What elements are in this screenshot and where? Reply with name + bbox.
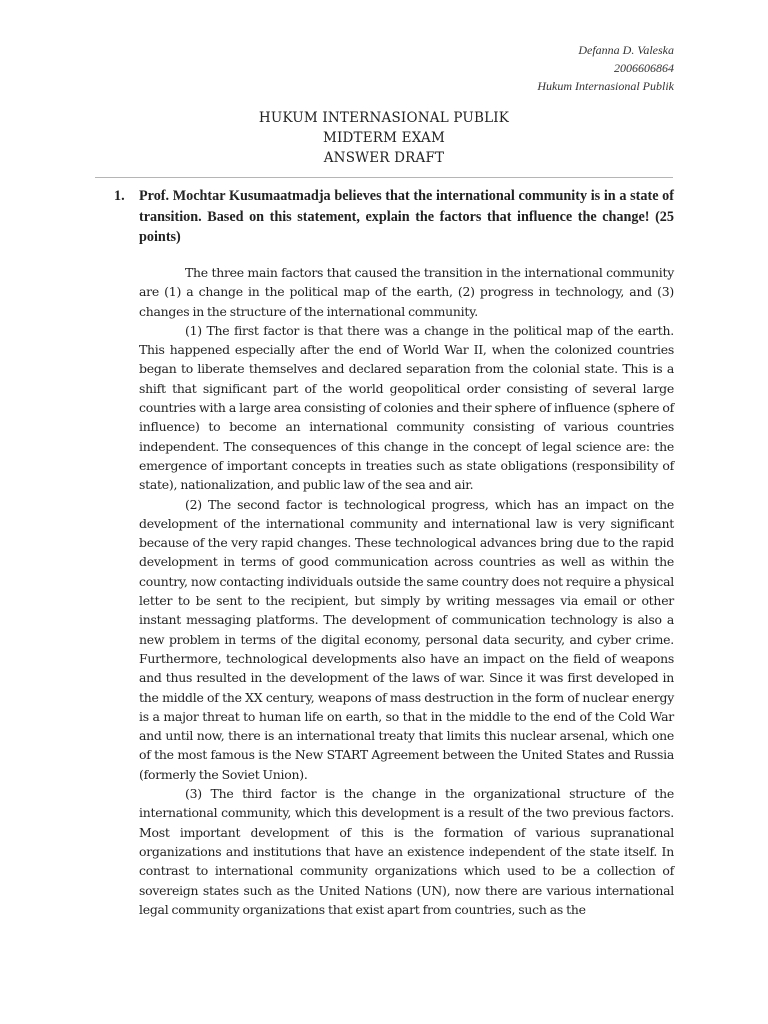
title-line-3: ANSWER DRAFT: [323, 150, 445, 166]
answer-paragraph-factor-1: (1) The first factor is that there was a change in the political map of the earth. This happened especially after the end of World War II, when the colonized countries began to liberate themselves and declared separation from the colonial state. This is a shift that significant part of the world geopolitical order consisting of several large countries with a large area consisting of colonies and their sphere of influence (sphere of influence) to become an international community consisting of various countries independent. The consequences of this change in the concept of legal science are: the emergence of important concepts in treaties such as state obligations (responsibility of state), nationalization, and public law of the sea and air.: [139, 322, 674, 493]
answer-paragraph-factor-3: (3) The third factor is the change in the organizational structure of the international community, which this development is a result of the two previous factors. Most important development of this is the formation of various supranational organizations and institutions that have an existence independent of the state itself. In contrast to international community organizations which used to be a collection of sovereign states such as the United Nations (UN), now there are various international legal community organizations that exist apart from countries, such as the: [139, 786, 674, 917]
question-1: [114, 186, 674, 248]
student-id: 2006606864: [614, 61, 674, 75]
title-line-2: MIDTERM EXAM: [322, 130, 446, 146]
title-line-1: HUKUM INTERNASIONAL PUBLIK: [258, 110, 510, 126]
title-divider: [95, 177, 673, 178]
document-title: [0, 108, 768, 168]
answer-paragraph-factor-2: (2) The second factor is technological progress, which has an impact on the development of the international community and international law is very significant because of the very rapid changes. These technological advances bring due to the rapid development in terms of good communication across countries as well as within the country, now contacting individuals outside the same country does not require a physical letter to be sent to the recipient, but simply by writing messages via email or other instant messaging platforms. The development of communication technology is also a new problem in terms of the digital economy, personal data security, and cyber crime. Furthermore, technological developments also have an impact on the field of weapons and thus resulted in the development of the laws of war. Since it was first developed in the middle of the XX century, weapons of mass destruction in the form of nuclear energy is a major threat to human life on earth, so that in the middle to the end of the Cold War and until now, there is an international treaty that limits this nuclear arsenal, which one of the most famous is the New START Agreement between the United States and Russia (formerly the Soviet Union).: [139, 496, 674, 782]
answer-body: [139, 263, 674, 919]
course-name: Hukum Internasional Publik: [537, 79, 674, 93]
question-number: 1.: [114, 188, 125, 204]
author-header: [537, 41, 674, 95]
author-name: Defanna D. Valeska: [578, 43, 674, 57]
question-text: Prof. Mochtar Kusumaatmadja believes that the international community is in a state of transition. Based on this statement, explain the factors that influence the change! (25 points): [139, 188, 674, 245]
answer-paragraph-intro: The three main factors that caused the transition in the international community are (1) a change in the political map of the earth, (2) progress in technology, and (3) changes in the structure of the international community.: [139, 265, 674, 319]
